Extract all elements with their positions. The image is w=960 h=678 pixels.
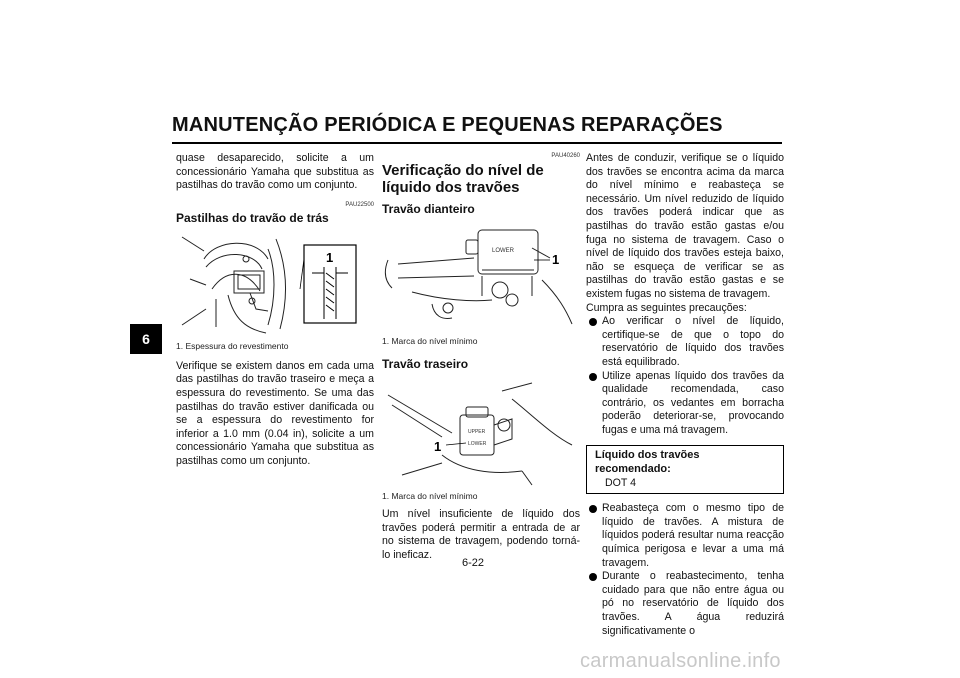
rear-reservoir-illustration	[382, 375, 578, 487]
page-title: MANUTENÇÃO PERIÓDICA E PEQUENAS REPARAÇÕES	[172, 114, 723, 136]
section-code: PAU40260	[551, 153, 580, 159]
precautions-list-b	[586, 502, 784, 638]
precaution-item: Durante o reabastecimento, tenha cuidado para que não entre água ou pó no reservatório de líquido dos travões. A água reduzirá significativamente o	[586, 570, 784, 638]
front-reservoir-figure	[382, 220, 578, 332]
check-level-paragraph: Antes de conduzir, verifique se o líquido dos travões se encontra acima da marca do nível mínimo e reabasteça se necessário. Um nível reduzido de líquido dos travões poderá indicar que as pastilhas do travão estão gastas e/ou fuga no sistema de travagem. Caso o nível de líquido dos travões esteja baixo, não se esqueça de verificar se as pastilhas do travão estão gastas e se existem fugas no sistema de travagem.	[586, 152, 784, 300]
precaution-item: Utilize apenas líquido dos travões da qualidade recomendada, caso contrário, os vedantes em borracha poderão deteriorar-se, provocando fugas e uma má travagem.	[586, 370, 784, 438]
reservoir-upper-mark: UPPER	[468, 429, 486, 435]
figure-callout-1: 1	[326, 249, 334, 265]
precautions-list-a	[586, 315, 784, 437]
section-code: PAU22500	[345, 201, 374, 208]
rear-pad-figure	[176, 229, 366, 337]
front-reservoir-caption: 1. Marca do nível mínimo	[382, 336, 478, 346]
rear-brake-heading: Travão traseiro	[382, 357, 469, 371]
insufficient-fluid-paragraph: Um nível insuficiente de líquido dos travões poderá permitir a entrada de ar no sistema de travagem, podendo torná-lo ineficaz.	[382, 508, 580, 561]
front-brake-heading: Travão dianteiro	[382, 202, 475, 216]
column-left	[176, 152, 374, 469]
figure-callout-front: 1	[552, 252, 560, 267]
page-number: 6-22	[462, 557, 485, 569]
chapter-tab: 6	[130, 324, 162, 354]
figure-callout-rear: 1	[434, 439, 442, 454]
precautions-intro: Cumpra as seguintes precauções:	[586, 301, 747, 314]
recommended-fluid-value: DOT 4	[605, 476, 637, 489]
rear-pad-caption: 1. Espessura do revestimento	[176, 340, 289, 351]
title-rule	[172, 142, 782, 144]
front-reservoir-illustration	[382, 220, 578, 332]
recommended-fluid-title: Líquido dos travões recomendado:	[595, 449, 700, 476]
rear-pads-paragraph: Verifique se existem danos em cada uma das pastilhas do travão traseiro e meça a espessura do revestimento. Se uma das pastilhas do travão estiver danificada ou se a espessura do revestimento for inferior a 1.0 mm (0.04 in), solicite a um concessionário Yamaha que substitua as pastilhas como um conjunto.	[176, 359, 374, 467]
column-right	[586, 152, 784, 638]
brake-fluid-heading: Verificação do nível de líquido dos travões	[382, 162, 544, 196]
reservoir-lower-mark: LOWER	[492, 248, 515, 254]
rear-pads-heading: Pastilhas do travão de trás	[176, 210, 329, 225]
reservoir-lower-mark-rear: LOWER	[468, 441, 487, 447]
precaution-item: Ao verificar o nível de líquido, certifique-se de que o topo do reservatório de líquido dos travões está equilibrado.	[586, 315, 784, 369]
rear-pad-illustration	[176, 229, 366, 337]
rear-reservoir-figure	[382, 375, 578, 487]
column-middle	[382, 152, 580, 562]
rear-reservoir-caption: 1. Marca do nível mínimo	[382, 491, 478, 501]
watermark: carmanualsonline.info	[580, 650, 781, 672]
continued-paragraph: quase desaparecido, solicite a um concessionário Yamaha que substitua as pastilhas do travão como um conjunto.	[176, 152, 374, 192]
recommended-fluid-box	[586, 445, 784, 494]
precaution-item: Reabasteça com o mesmo tipo de líquido de travões. A mistura de líquidos poderá resultar numa reacção química perigosa e levar a uma má travagem.	[586, 502, 784, 570]
